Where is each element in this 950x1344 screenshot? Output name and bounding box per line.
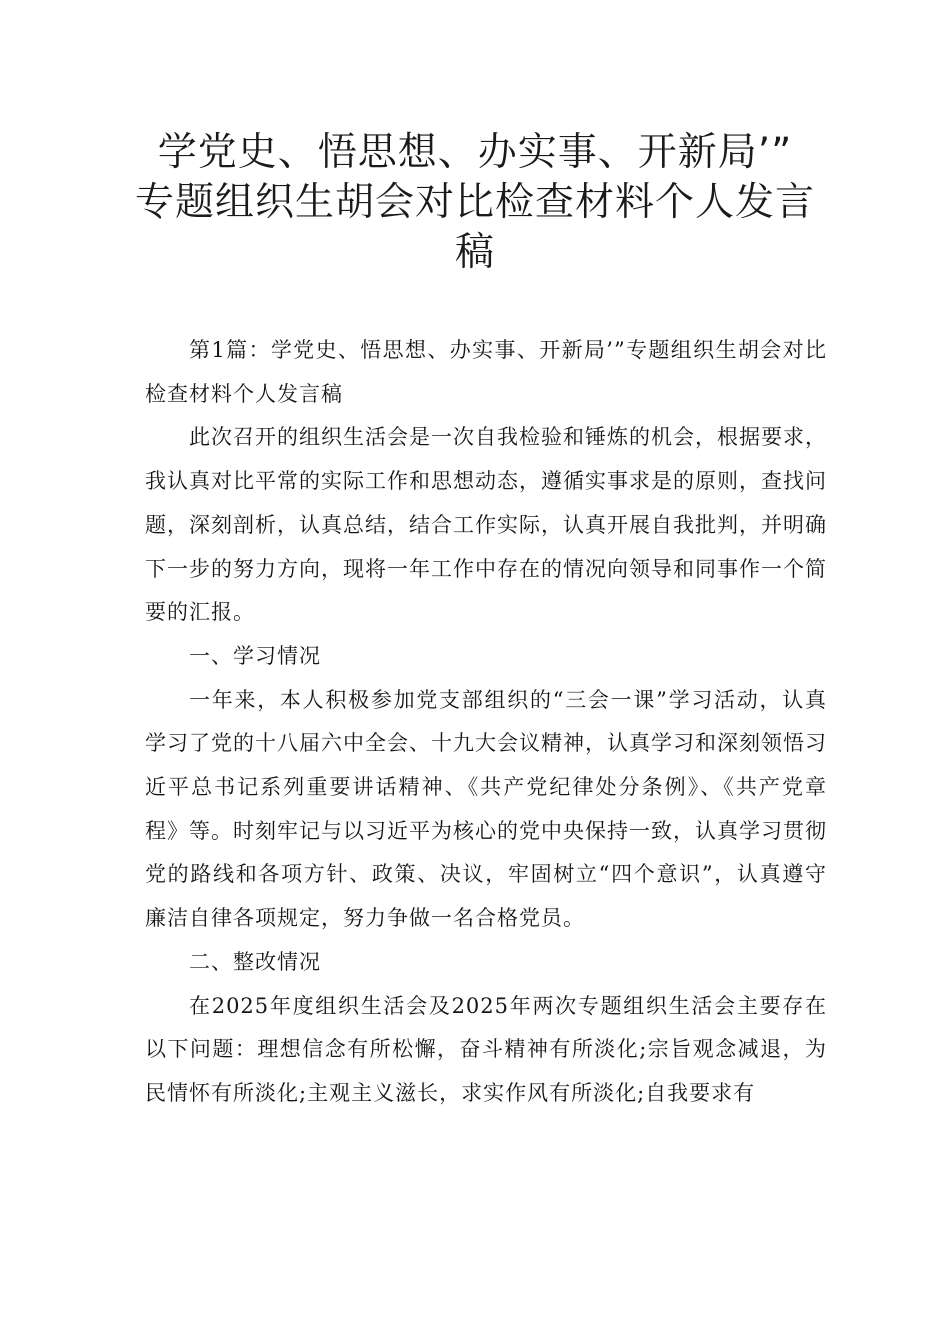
section-heading: 二、整改情况	[189, 949, 321, 974]
section-heading: 一、学习情况	[189, 643, 321, 668]
title-line: 稿	[454, 230, 495, 275]
title-line: 专题组织生胡会对比检查材料个人发言	[134, 180, 815, 225]
document-body	[145, 329, 827, 1116]
paragraph: 第1篇：学党史、悟思想、办实事、开新局’”专题组织生胡会对比检查材料个人发言稿	[145, 338, 827, 406]
title-line: 学党史、悟思想、办实事、开新局’”	[157, 130, 793, 175]
paragraph: 此次召开的组织生活会是一次自我检验和锤炼的机会，根据要求，我认真对比平常的实际工作和思想动态，遵循实事求是的原则，查找问题，深刻剖析，认真总结，结合工作实际，认真开展自我批判，并明确下一步的努力方向，现将一年工作中存在的情况向领导和同事作一个简要的汇报。	[145, 425, 827, 625]
paragraph: 一年来，本人积极参加党支部组织的“三会一课”学习活动，认真学习了党的十八届六中全会、十九大会议精神，认真学习和深刻领悟习近平总书记系列重要讲话精神、《共产党纪律处分条例》、《共产党章程》等。时刻牢记与以习近平为核心的党中央保持一致，认真学习贯彻党的路线和各项方针、政策、决议，牢固树立“四个意识”，认真遵守廉洁自律各项规定，努力争做一名合格党员。	[145, 687, 827, 931]
document-title	[120, 128, 830, 278]
paragraph: 在2025年度组织生活会及2025年两次专题组织生活会主要存在以下问题：理想信念有所松懈，奋斗精神有所淡化;宗旨观念减退，为民情怀有所淡化;主观主义滋长，求实作风有所淡化;自我要求有	[145, 993, 827, 1105]
